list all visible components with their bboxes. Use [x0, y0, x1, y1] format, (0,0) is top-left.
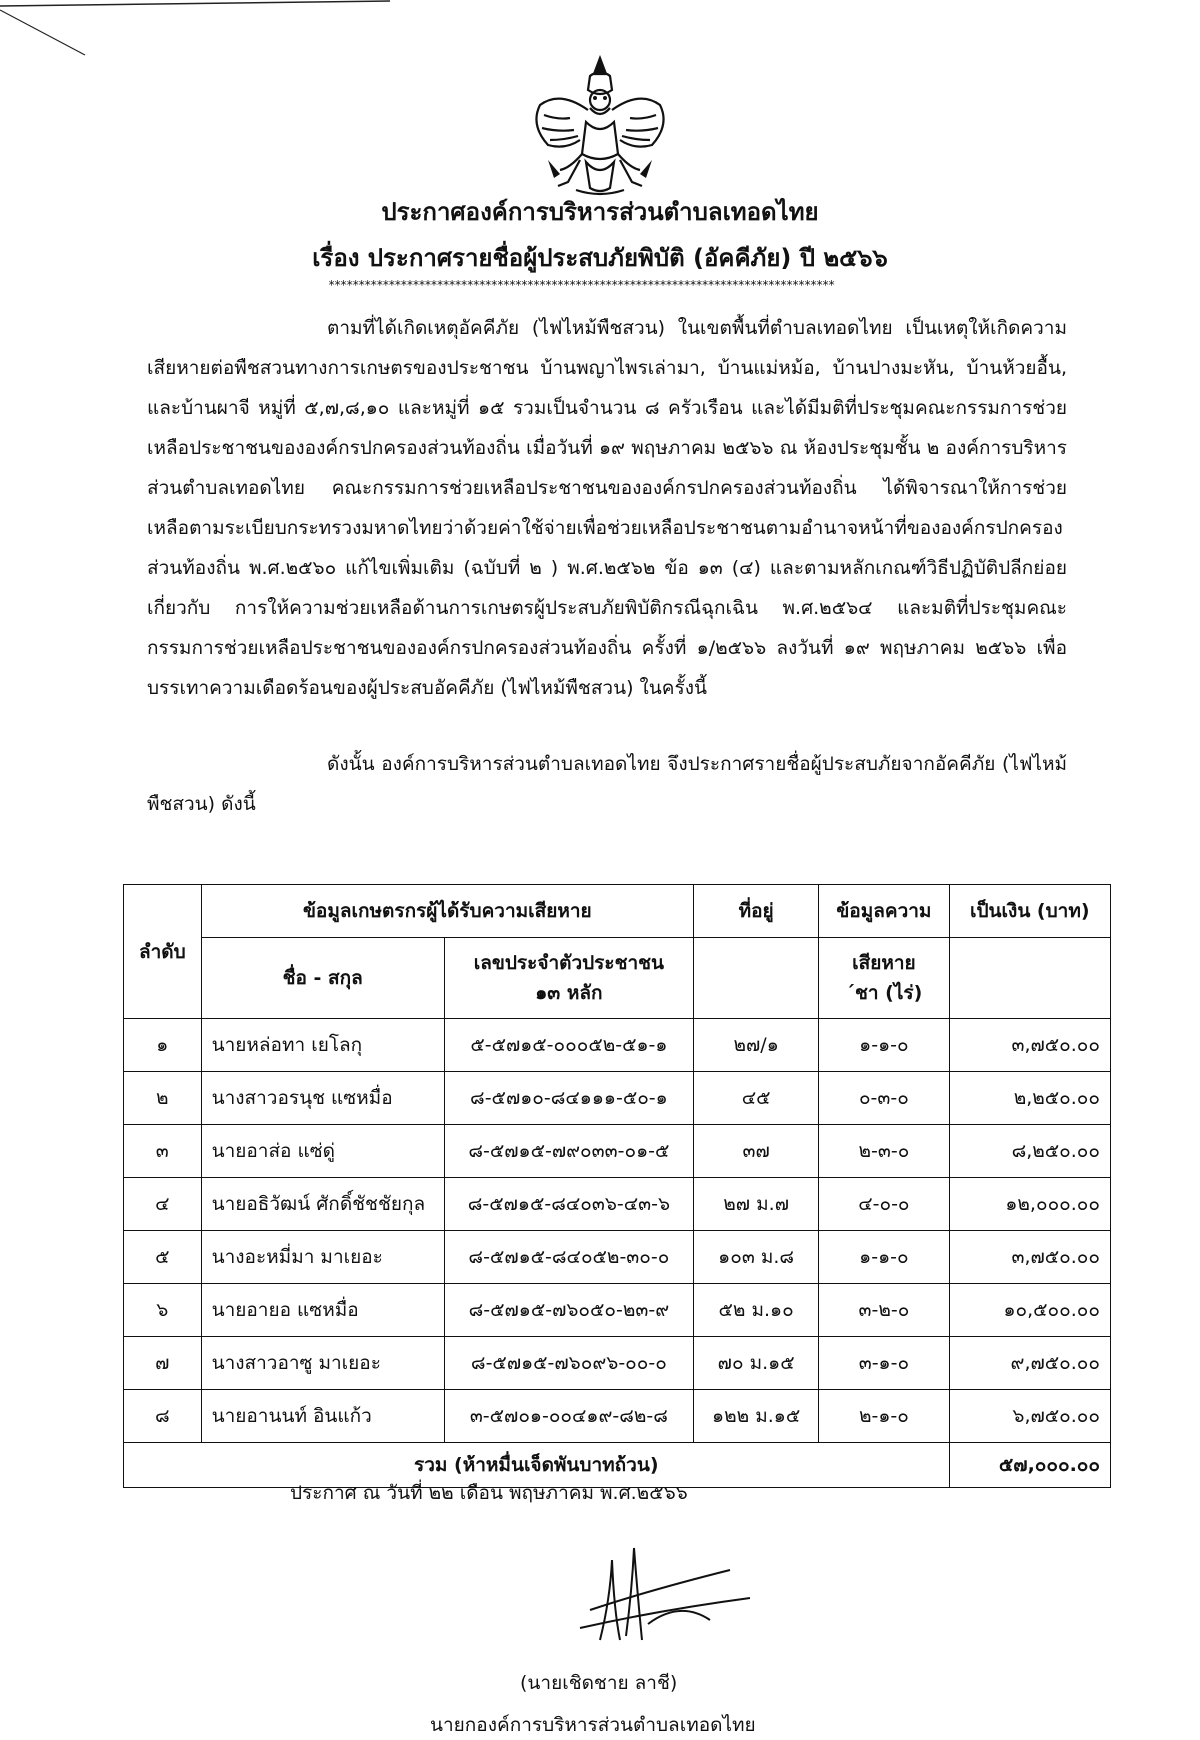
- row-name: นางสาวอาซู มาเยอะ: [201, 1337, 444, 1390]
- table-row: [124, 1125, 1111, 1178]
- row-address: ๑๒๒ ม.๑๕: [694, 1390, 819, 1443]
- header-id-number: [444, 938, 693, 1019]
- signer-name: (นายเชิดชาย ลาชี): [520, 1672, 678, 1694]
- row-id-number: ๓-๕๗๐๑-๐๐๔๑๙-๘๒-๘: [444, 1390, 693, 1443]
- row-amount: ๓,๗๕๐.๐๐: [949, 1231, 1110, 1284]
- row-index: ๓: [124, 1125, 202, 1178]
- row-index: ๕: [124, 1231, 202, 1284]
- row-id-number: ๘-๕๗๑๕-๗๖๐๕๐-๒๓-๙: [444, 1284, 693, 1337]
- row-damage: ๑-๑-๐: [819, 1019, 949, 1072]
- row-amount: ๑๐,๕๐๐.๐๐: [949, 1284, 1110, 1337]
- row-index: ๑: [124, 1019, 202, 1072]
- row-address: ๒๗/๑: [694, 1019, 819, 1072]
- header-address: ที่อยู่: [694, 885, 819, 938]
- body-paragraph-1: ตามที่ได้เกิดเหตุอัคคีภัย (ไฟไหม้พืชสวน) ในเขตพื้นที่ตำบลเทอดไทย เป็นเหตุให้เกิดความเสียหายต่อพืชสวนทางการเกษตรของประชาชน บ้านพญาไพรเล่ามา, บ้านแม่หม้อ, บ้านปางมะหัน, บ้านห้วยอื้น, และบ้านผาจี หมู่ที่ ๕,๗,๘,๑๐ และหมู่ที่ ๑๕ รวมเป็นจำนวน ๘ ครัวเรือน และได้มีมติที่ประชุมคณะกรรมการช่วยเหลือประชาชนขององค์กรปกครองส่วนท้องถิ่น เมื่อวันที่ ๑๙ พฤษภาคม ๒๕๖๖ ณ ห้องประชุมชั้น ๒ องค์การบริหารส่วนตำบลเทอดไทย คณะกรรมการช่วยเหลือประชาชนขององค์กรปกครองส่วนท้องถิ่น ได้พิจารณาให้การช่วยเหลือตามระเบียบกระทรวงมหาดไทยว่าด้วยค่าใช้จ่ายเพื่อช่วยเหลือประชาชนตามอำนาจหน้าที่ขององค์กรปกครองส่วนท้องถิ่น พ.ศ.๒๕๖๐ แก้ไขเพิ่มเติม (ฉบับที่ ๒ ) พ.ศ.๒๕๖๒ ข้อ ๑๓ (๔) และตามหลักเกณฑ์วิธีปฏิบัติปลีกย่อยเกี่ยวกับ การให้ความช่วยเหลือด้านการเกษตรผู้ประสบภัยพิบัติกรณีฉุกเฉิน พ.ศ.๒๕๖๔ และมติที่ประชุมคณะกรรมการช่วยเหลือประชาชนขององค์กรปกครองส่วนท้องถิ่น ครั้งที่ ๑/๒๕๖๖ ลงวันที่ ๑๙ พฤษภาคม ๒๕๖๖ เพื่อบรรเทาความเดือดร้อนของผู้ประสบอัคคีภัย (ไฟไหม้พืชสวน) ในครั้งนี้: [147, 317, 1067, 699]
- row-address: ๒๗ ม.๗: [694, 1178, 819, 1231]
- row-address: ๗๐ ม.๑๕: [694, 1337, 819, 1390]
- body-paragraph-2: ดังนั้น องค์การบริหารส่วนตำบลเทอดไทย จึงประกาศรายชื่อผู้ประสบภัยจากอัคคีภัย (ไฟไหม้พืชสวน) ดังนี้: [147, 753, 1067, 815]
- row-index: ๗: [124, 1337, 202, 1390]
- table-row: [124, 1072, 1111, 1125]
- table-row: [124, 1231, 1111, 1284]
- separator-line: ************************************************************************************: [328, 278, 835, 292]
- row-amount: ๘,๒๕๐.๐๐: [949, 1125, 1110, 1178]
- row-id-number: ๕-๕๗๑๕-๐๐๐๕๒-๕๑-๑: [444, 1019, 693, 1072]
- table-row: [124, 1019, 1111, 1072]
- row-amount: ๙,๗๕๐.๐๐: [949, 1337, 1110, 1390]
- victims-table: [123, 884, 1111, 1488]
- row-name: นายอธิวัฒน์ ศักดิ์ชัชชัยกุล: [201, 1178, 444, 1231]
- handwritten-signature: [560, 1540, 760, 1650]
- garuda-emblem-icon: [520, 50, 680, 200]
- row-name: นางอะหมี่มา มาเยอะ: [201, 1231, 444, 1284]
- row-damage: ๓-๑-๐: [819, 1337, 949, 1390]
- header-id-line2: ๑๓ หลัก: [535, 982, 603, 1004]
- table-row: [124, 1390, 1111, 1443]
- row-name: นายอานนท์ อินแก้ว: [201, 1390, 444, 1443]
- row-address: ๕๒ ม.๑๐: [694, 1284, 819, 1337]
- row-damage: ๒-๑-๐: [819, 1390, 949, 1443]
- row-amount: ๖,๗๕๐.๐๐: [949, 1390, 1110, 1443]
- row-damage: ๑-๑-๐: [819, 1231, 949, 1284]
- announcement-subject: เรื่อง ประกาศรายชื่อผู้ประสบภัยพิบัติ (อัคคีภัย) ปี ๒๕๖๖: [312, 244, 888, 272]
- header-amount-blank: [949, 938, 1110, 1019]
- row-id-number: ๘-๕๗๑๐-๘๔๑๑๑-๕๐-๑: [444, 1072, 693, 1125]
- header-damage-line3: ˊชา (ไร่): [845, 982, 923, 1004]
- row-damage: ๒-๓-๐: [819, 1125, 949, 1178]
- row-name: นายอาส่อ แซ่ดู่: [201, 1125, 444, 1178]
- row-damage: ๔-๐-๐: [819, 1178, 949, 1231]
- header-farmer-group: ข้อมูลเกษตรกรผู้ได้รับความเสียหาย: [201, 885, 693, 938]
- row-index: ๖: [124, 1284, 202, 1337]
- total-label: รวม (ห้าหมื่นเจ็ดพันบาทถ้วน): [124, 1443, 950, 1488]
- row-amount: ๑๒,๐๐๐.๐๐: [949, 1178, 1110, 1231]
- row-name: นายหล่อทา เยโลกุ: [201, 1019, 444, 1072]
- table-row: [124, 1178, 1111, 1231]
- announcement-title: ประกาศองค์การบริหารส่วนตำบลเทอดไทย: [381, 198, 819, 226]
- row-index: ๔: [124, 1178, 202, 1231]
- row-index: ๘: [124, 1390, 202, 1443]
- row-address: ๔๕: [694, 1072, 819, 1125]
- header-name: ชื่อ - สกุล: [201, 938, 444, 1019]
- row-id-number: ๘-๕๗๑๕-๗๖๐๙๖-๐๐-๐: [444, 1337, 693, 1390]
- row-amount: ๒,๒๕๐.๐๐: [949, 1072, 1110, 1125]
- row-amount: ๓,๗๕๐.๐๐: [949, 1019, 1110, 1072]
- signer-position: นายกองค์การบริหารส่วนตำบลเทอดไทย: [430, 1714, 756, 1736]
- table-row: [124, 1337, 1111, 1390]
- row-address: ๑๐๓ ม.๘: [694, 1231, 819, 1284]
- table-header-row: [124, 885, 1111, 938]
- row-index: ๒: [124, 1072, 202, 1125]
- row-name: นายอายอ แซหมื่อ: [201, 1284, 444, 1337]
- table-subheader-row: [124, 938, 1111, 1019]
- row-id-number: ๘-๕๗๑๕-๘๔๐๓๖-๔๓-๖: [444, 1178, 693, 1231]
- header-address-blank: [694, 938, 819, 1019]
- announcement-date: ประกาศ ณ วันที่ ๒๒ เดือน พฤษภาคม พ.ศ.๒๕๖๖: [290, 1482, 688, 1504]
- scan-artifact-line: [0, 0, 400, 60]
- total-amount: ๕๗,๐๐๐.๐๐: [949, 1443, 1110, 1488]
- row-name: นางสาวอรนุช แซหมื่อ: [201, 1072, 444, 1125]
- row-damage: ๓-๒-๐: [819, 1284, 949, 1337]
- row-id-number: ๘-๕๗๑๕-๘๔๐๕๒-๓๐-๐: [444, 1231, 693, 1284]
- header-id-line1: เลขประจำตัวประชาชน: [473, 952, 665, 974]
- row-id-number: ๘-๕๗๑๕-๗๙๐๓๓-๐๑-๕: [444, 1125, 693, 1178]
- header-damage-line2: เสียหาย: [852, 952, 916, 974]
- table-row: [124, 1284, 1111, 1337]
- row-address: ๓๗: [694, 1125, 819, 1178]
- header-damage: ข้อมูลความ: [819, 885, 949, 938]
- header-index: ลำดับ: [124, 885, 202, 1019]
- row-damage: ๐-๓-๐: [819, 1072, 949, 1125]
- header-damage-detail: [819, 938, 949, 1019]
- header-amount: เป็นเงิน (บาท): [949, 885, 1110, 938]
